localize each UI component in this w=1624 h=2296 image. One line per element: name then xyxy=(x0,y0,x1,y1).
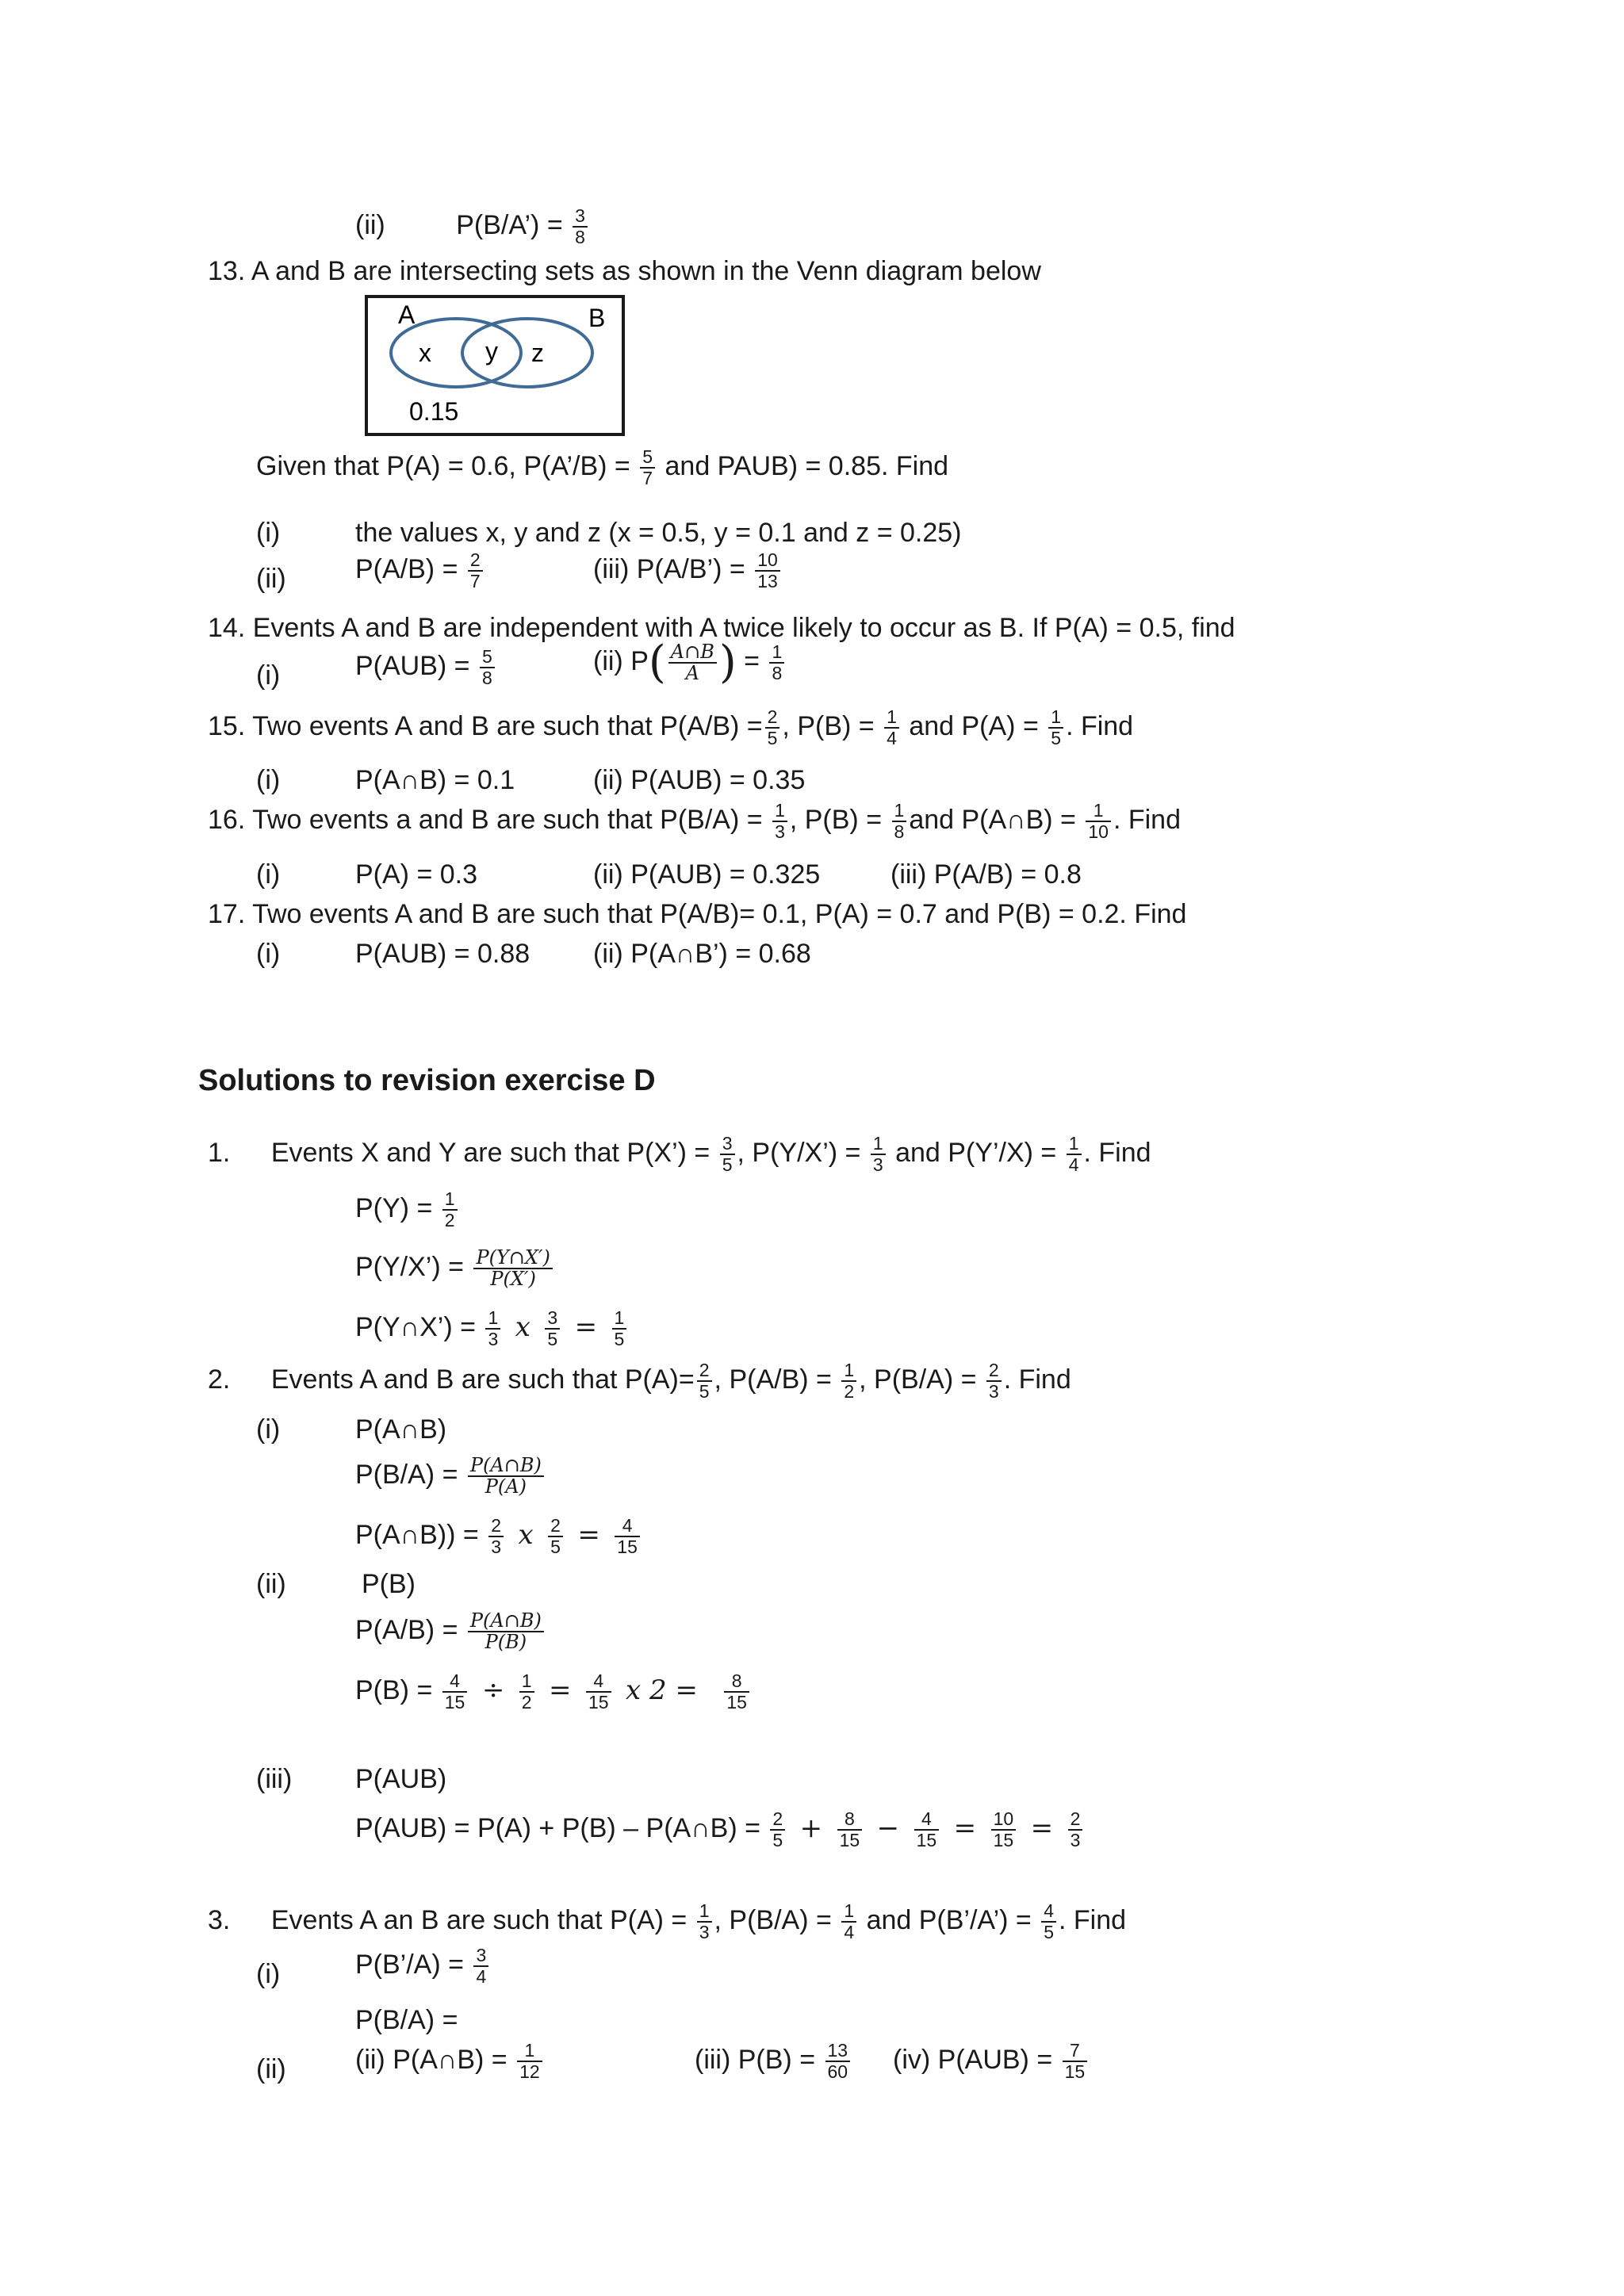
venn-label-a: A xyxy=(398,300,416,329)
minus-sign: − xyxy=(876,1812,900,1844)
s1-expr: P(Y∩X’) = xyxy=(355,1311,476,1342)
s2-expr: P(A/B) = xyxy=(355,1614,458,1645)
venn-region-z: z xyxy=(531,339,544,367)
q17-stem: 17. Two events A and B are such that P(A/B)= 0.1, P(A) = 0.7 and P(B) = 0.2. Find xyxy=(208,899,1187,929)
item-number: 3. xyxy=(208,1904,231,1935)
q16-stem-text: and P(A∩B) = xyxy=(909,804,1076,835)
equals-sign: = xyxy=(574,1311,598,1343)
fraction: $\frac{1}{4}$ xyxy=(884,707,899,748)
fraction: $\frac{2}{3}$ xyxy=(1068,1809,1083,1850)
fraction: $\frac{4}{5}$ xyxy=(1041,1901,1056,1942)
plus-sign: + xyxy=(799,1812,823,1844)
venn-region-x: x xyxy=(419,339,431,367)
fraction: $\frac{3}{4}$ xyxy=(473,1946,488,1987)
times-sign: x xyxy=(515,1311,530,1343)
s2-expr: P(A∩B)) = xyxy=(355,1519,479,1550)
venn-set-b-ellipse xyxy=(462,319,592,387)
q14-parts: (i) P(AUB) = $\frac{5}{8}$ (ii) P( $\frac{A\cap B}{A}$ ) = $\frac{1}{8}$ xyxy=(256,660,280,691)
fraction: $\frac{2}{5}$ xyxy=(765,707,780,748)
s2-i-title xyxy=(256,1414,447,1445)
equals-sign: = xyxy=(953,1812,977,1844)
s1-line-1 xyxy=(355,1189,460,1230)
fraction: $\frac{2}{3}$ xyxy=(986,1360,1002,1402)
fraction: $\frac{1}{2}$ xyxy=(442,1189,458,1230)
fraction: $\frac{1}{8}$ xyxy=(769,642,784,683)
s2-stem-text: , P(B/A) = xyxy=(859,1364,977,1395)
fraction: $\frac{2}{3}$ xyxy=(488,1516,504,1557)
s1-stem-text: and P(Y’/X) = xyxy=(895,1137,1057,1168)
fraction: $\frac{2}{5}$ xyxy=(697,1360,712,1402)
s2-iii-title xyxy=(256,1763,447,1795)
q14-stem: 14. Events A and B are independent with A twice likely to occur as B. If P(A) = 0.5, find xyxy=(208,613,1235,643)
fraction: $\frac{4}{15}$ xyxy=(914,1809,940,1850)
s2-expr: P(AUB) = P(A) + P(B) – P(A∩B) = xyxy=(355,1812,760,1843)
s3-stem-text: . Find xyxy=(1059,1904,1127,1935)
s1-expr: P(Y) = xyxy=(355,1192,433,1223)
s1-stem-text: . Find xyxy=(1083,1137,1151,1168)
q16-stem-text: . Find xyxy=(1113,804,1181,835)
fraction: $\frac{2}{5}$ xyxy=(770,1809,785,1850)
fraction: $\frac{1}{2}$ xyxy=(519,1671,534,1712)
q16-stem-text: , P(B) = xyxy=(789,804,883,835)
q13-part-iii-expr: (iii) P(A/B’) = xyxy=(593,553,745,584)
q15-parts xyxy=(256,764,806,796)
q13-given-text-1: Given that P(A) = 0.6, P(A’/B) = xyxy=(256,450,630,481)
s3-expr: (ii) P(A∩B) = xyxy=(355,2044,508,2075)
q17-parts xyxy=(256,938,811,970)
q16-stem-text: 16. Two events a and B are such that P(B/A) = xyxy=(208,804,763,835)
q13-part-ii xyxy=(256,549,778,595)
s3-i-line-2: P(B/A) = xyxy=(355,2005,458,2035)
part-label: (ii) xyxy=(256,1569,286,1599)
fraction: $\frac{4}{15}$ xyxy=(586,1671,611,1712)
solutions-heading: Solutions to revision exercise D xyxy=(198,1064,656,1097)
q17-part-i-text: P(AUB) = 0.88 xyxy=(355,939,530,969)
s2-ii-line-2 xyxy=(355,1671,752,1712)
fraction: $\frac{1}{3}$ xyxy=(697,1901,712,1942)
q16-stem xyxy=(208,801,1181,842)
fraction: $\frac{1}{5}$ xyxy=(612,1308,627,1349)
q13-part-ii-expr: P(A/B) = xyxy=(355,553,458,584)
s2-iii-line-1 xyxy=(355,1809,1085,1850)
q12-expr: P(B/A’) = xyxy=(456,209,563,240)
fraction: $\frac{13}{60}$ xyxy=(825,2041,851,2082)
fraction: $\frac{10}{13}$ xyxy=(755,550,780,591)
fraction: $\frac{5}{8}$ xyxy=(480,647,495,688)
q15-stem xyxy=(208,707,1133,748)
s2-expr: P(B/A) = xyxy=(355,1459,458,1490)
q12-part xyxy=(355,206,590,247)
s2-i-line-2 xyxy=(355,1516,642,1557)
q13-stem: 13. A and B are intersecting sets as shown in the Venn diagram below xyxy=(208,256,1041,286)
fraction: $\frac{2}{7}$ xyxy=(468,550,483,591)
s1-line-3 xyxy=(355,1308,629,1349)
s3-stem-text: and P(B’/A’) = xyxy=(866,1904,1032,1935)
item-number: 2. xyxy=(208,1364,231,1395)
s1-expr: P(Y/X’) = xyxy=(355,1251,464,1282)
s2-ii-line-1 xyxy=(355,1611,546,1652)
part-label: (i) xyxy=(256,1414,281,1445)
venn-diagram xyxy=(365,295,626,438)
q14-part-i-expr: P(AUB) = xyxy=(355,650,470,681)
item-number: 1. xyxy=(208,1137,231,1168)
fraction: $\frac{P(Y\cap X')}{P(X')}$ xyxy=(473,1248,552,1289)
s2-expr: P(B) = xyxy=(355,1674,433,1705)
q13-given-text-2: and PAUB) = 0.85. Find xyxy=(665,450,949,481)
fraction: $\frac{1}{10}$ xyxy=(1086,801,1111,842)
fraction: $\frac{8}{15}$ xyxy=(837,1809,863,1850)
equals-sign: = xyxy=(549,1674,572,1706)
fraction: $\frac{1}{3}$ xyxy=(485,1308,500,1349)
part-label: (i) xyxy=(256,765,281,795)
fraction: $\frac{P(A\cap B)}{P(A)}$ xyxy=(468,1456,544,1497)
fraction: $\frac{3}{8}$ xyxy=(573,206,588,247)
s2-stem xyxy=(208,1360,1071,1402)
fraction: $\frac{5}{7}$ xyxy=(640,447,655,488)
fraction: $\frac{3}{5}$ xyxy=(545,1308,560,1349)
times-sign: x xyxy=(518,1518,534,1551)
q15-stem-text: 15. Two events A and B are such that P(A/B) = xyxy=(208,710,763,741)
fraction: $\frac{1}{3}$ xyxy=(772,801,787,842)
fraction: $\frac{P(A\cap B)}{P(B)}$ xyxy=(468,1611,544,1652)
q12-part-label: (ii) xyxy=(355,209,385,240)
s1-stem-text: Events X and Y are such that P(X’) = xyxy=(270,1137,710,1168)
s1-stem xyxy=(208,1134,1151,1175)
q15-stem-text: and P(A) = xyxy=(909,710,1039,741)
fraction: $\frac{4}{15}$ xyxy=(442,1671,468,1712)
fraction: $\frac{3}{5}$ xyxy=(720,1134,735,1175)
s1-line-2 xyxy=(355,1248,555,1289)
fraction: $\frac{1}{4}$ xyxy=(1067,1134,1082,1175)
part-label: (i) xyxy=(256,660,281,691)
part-label: (i) xyxy=(256,939,281,969)
q13-part-i-text: the values x, y and z (x = 0.5, y = 0.1 and z = 0.25) xyxy=(355,518,962,548)
q16-part-ii-text: (ii) P(AUB) = 0.325 xyxy=(593,859,821,890)
divide-sign: ÷ xyxy=(481,1674,505,1706)
q15-stem-text: . Find xyxy=(1066,710,1134,741)
s3-ii-line xyxy=(256,2040,1086,2085)
s3-stem xyxy=(208,1901,1126,1942)
s3-expr: (iii) P(B) = xyxy=(695,2044,816,2075)
fraction: $\frac{1}{3}$ xyxy=(871,1134,886,1175)
equals-sign: = xyxy=(1030,1812,1054,1844)
fraction: $\frac{1}{4}$ xyxy=(841,1901,856,1942)
q16-part-iii-text: (iii) P(A/B) = 0.8 xyxy=(891,859,1082,890)
equals-sign: = xyxy=(744,645,760,676)
venn-region-y: y xyxy=(485,337,498,365)
fraction: $\frac{2}{5}$ xyxy=(548,1516,563,1557)
q13-part-i xyxy=(256,517,962,549)
fraction: $\frac{10}{15}$ xyxy=(991,1809,1017,1850)
s2-i-title-text: P(A∩B) xyxy=(355,1414,447,1445)
venn-label-b: B xyxy=(588,304,606,332)
equals-sign: = xyxy=(577,1518,600,1551)
s3-expr: (iv) P(AUB) = xyxy=(893,2044,1053,2075)
fraction: $\frac{1}{5}$ xyxy=(1048,707,1063,748)
s2-stem-text: , P(A/B) = xyxy=(714,1364,832,1395)
times-two: x 2 = xyxy=(626,1674,698,1706)
part-label: (i) xyxy=(256,859,281,890)
s2-i-line-1 xyxy=(355,1456,546,1497)
s3-stem-text: , P(B/A) = xyxy=(714,1904,832,1935)
venn-outside-value: 0.15 xyxy=(409,397,459,426)
s3-expr: P(B’/A) = xyxy=(355,1949,464,1980)
q16-part-i-text: P(A) = 0.3 xyxy=(355,859,478,890)
part-label: (i) xyxy=(256,1959,281,1989)
s2-iii-title-text: P(AUB) xyxy=(355,1764,447,1794)
q15-part-i-text: P(A∩B) = 0.1 xyxy=(355,765,515,795)
part-label: (i) xyxy=(256,518,281,548)
s3-i-line-1 xyxy=(256,1945,487,1990)
s2-ii-title xyxy=(256,1568,416,1600)
s2-stem-text: Events A and B are such that P(A)= xyxy=(270,1364,695,1395)
part-label: (iii) xyxy=(256,1764,293,1794)
s2-stem-text: . Find xyxy=(1003,1364,1071,1395)
part-label: (ii) xyxy=(256,2054,286,2084)
fraction: $\frac{7}{15}$ xyxy=(1063,2041,1088,2082)
q16-parts xyxy=(256,859,1082,890)
q14-part-ii-expr: (ii) P xyxy=(593,645,649,676)
fraction: $\frac{1}{8}$ xyxy=(892,801,907,842)
q13-given xyxy=(256,447,948,488)
fraction: $\frac{1}{12}$ xyxy=(517,2041,542,2082)
fraction: $\frac{A\cap B}{A}$ xyxy=(668,642,717,683)
q15-stem-text: , P(B) = xyxy=(782,710,875,741)
fraction: $\frac{4}{15}$ xyxy=(615,1516,640,1557)
s3-stem-text: Events A an B are such that P(A) = xyxy=(270,1904,688,1935)
fraction: $\frac{1}{2}$ xyxy=(841,1360,856,1402)
part-label: (ii) xyxy=(256,564,286,594)
fraction: $\frac{8}{15}$ xyxy=(724,1671,749,1712)
q17-part-ii-text: (ii) P(A∩B’) = 0.68 xyxy=(593,939,811,969)
s2-ii-title-text: P(B) xyxy=(362,1569,416,1599)
q15-part-ii-text: (ii) P(AUB) = 0.35 xyxy=(593,765,806,795)
s1-stem-text: , P(Y/X’) = xyxy=(737,1137,861,1168)
